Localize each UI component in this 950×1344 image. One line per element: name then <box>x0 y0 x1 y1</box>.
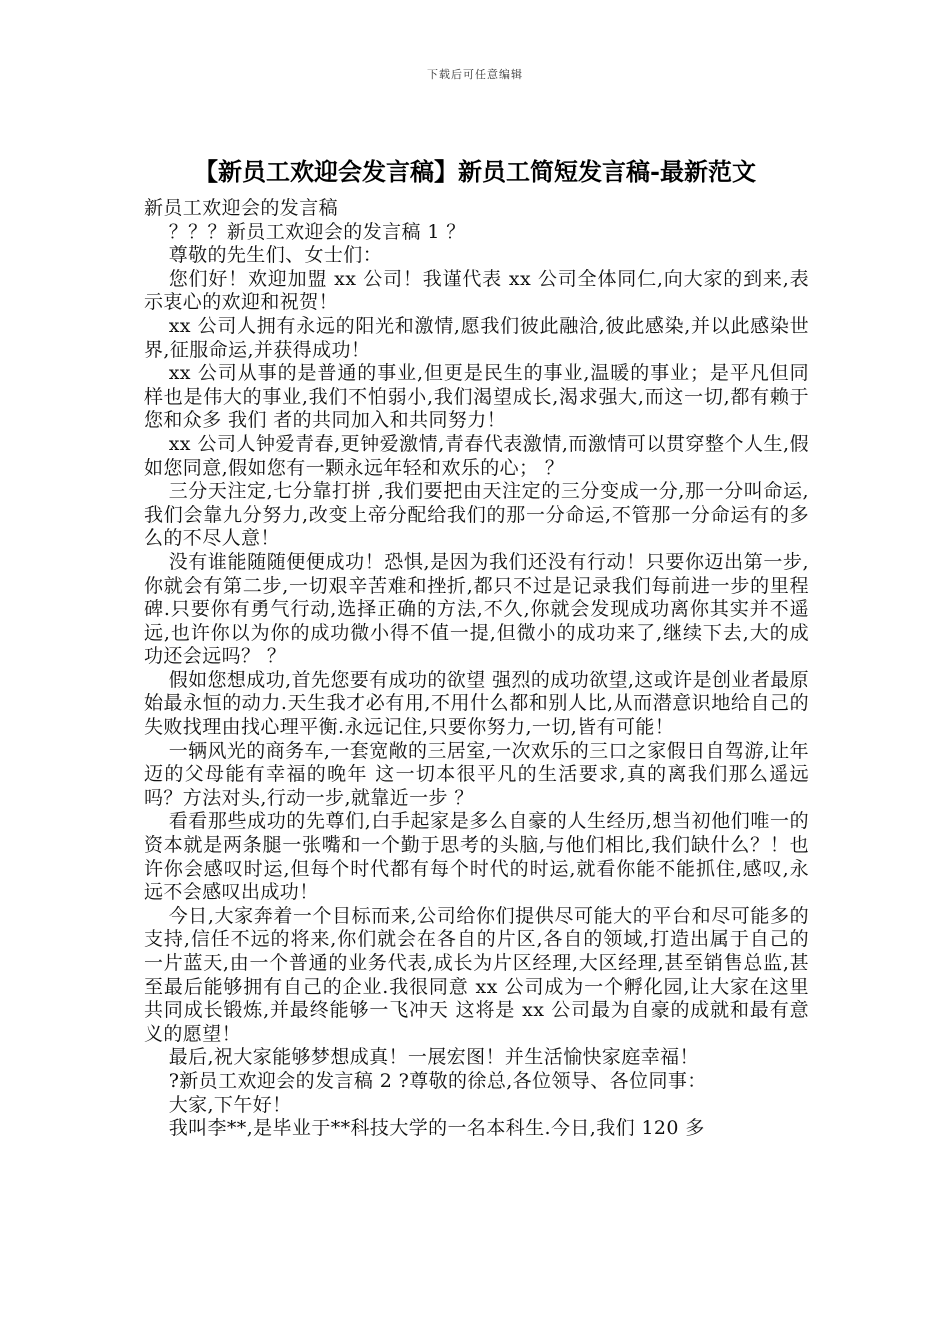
document-body <box>144 197 809 1141</box>
body-paragraph: 您们好！欢迎加盟 xx 公司！我谨代表 xx 公司全体同仁,向大家的到来,表示衷心的欢迎和祝贺！ <box>144 267 809 314</box>
body-paragraph: 新员工欢迎会的发言稿 <box>144 197 339 219</box>
document-title: 【新员工欢迎会发言稿】新员工简短发言稿-最新范文 <box>194 157 756 186</box>
header-note: 下载后可任意编辑 <box>427 68 523 81</box>
body-paragraph: 一辆风光的商务车,一套宽敞的三居室,一次欢乐的三口之家假日自驾游,让年迈的父母能有幸福的晚年 这一切本很平凡的生活要求,真的离我们那么遥远吗？方法对头,行动一步,就靠近一步 ？ <box>144 739 809 809</box>
body-paragraph: 假如您想成功,首先您要有成功的欲望 强烈的成功欲望,这或许是创业者最原始最永恒的动力.天生我才必有用,不用什么都和别人比,从而潜意识地给自己的失败找理由找心理平衡.永远记住,只要你努力,一切,皆有可能！ <box>144 668 809 739</box>
body-paragraph: xx 公司从事的是普通的事业,但更是民生的事业,温暖的事业；是平凡但同样也是伟大的事业,我们不怕弱小,我们渴望成长,渴求强大,而这一切,都有赖于您和众多 我们 者的共同加入和共同努力！ <box>144 362 809 432</box>
body-paragraph: 大家,下午好！ <box>168 1093 292 1116</box>
body-paragraph: 没有谁能随随便便成功！恐惧,是因为我们还没有行动！只要你迈出第一步,你就会有第二步,一切艰辛苦难和挫折,都只不过是记录我们每前进一步的里程碑.只要你有勇气行动,选择正确的方法,不久,你就会发现成功离你其实并不遥远,也许你以为你的成功微小得不值一提,但微小的成功来了,继续下去,大的成功还会远吗？ ？ <box>144 550 809 668</box>
body-paragraph: 最后,祝大家能够梦想成真！一展宏图！并生活愉快家庭幸福！ <box>168 1046 699 1069</box>
body-paragraph: 尊敬的先生们、女士们： <box>168 244 383 267</box>
body-paragraph: 看看那些成功的先尊们,白手起家是多么自豪的人生经历,想当初他们唯一的资本就是两条腿一张嘴和一个勤于思考的头脑,与他们相比,我们缺什么？！也许你会感叹时运,但每个时代都有每个时代的时运,就看你能不能抓住,感叹,永远不会感叹出成功！ <box>144 810 809 904</box>
body-paragraph: 今日,大家奔着一个目标而来,公司给你们提供尽可能大的平台和尽可能多的支持,信任不远的将来,你们就会在各自的片区,各自的领域,打造出属于自己的一片蓝天,由一个普通的业务代表,成长为片区经理,大区经理,甚至销售总监,甚至最后能够拥有自己的企业.我很同意 xx 公司成为一个孵化园,让大家在这里共同成长锻炼,并最终能够一飞冲天 这将是 xx 公司最为自豪的成就和最有意义的愿望！ <box>144 904 809 1045</box>
body-paragraph: 我叫李**,是毕业于**科技大学的一名本科生.今日,我们 120 多 <box>168 1117 705 1140</box>
body-paragraph: xx 公司人钟爱青春,更钟爱激情,青春代表激情,而激情可以贯穿整个人生,假如您同意,假如您有一颗永远年轻和欢乐的心； ？ <box>144 432 809 479</box>
body-paragraph: 三分天注定,七分靠打拼 ,我们要把由天注定的三分变成一分,那一分叫命运,我们会靠九分努力,改变上帝分配给我们的那一分命运,不管那一分命运有的多么的不尽人意！ <box>144 480 809 550</box>
body-paragraph: xx 公司人拥有永远的阳光和激情,愿我们彼此融洽,彼此感染,并以此感染世界,征服命运,并获得成功！ <box>144 314 809 361</box>
body-paragraph: ？？？新员工欢迎会的发言稿 1 ？ <box>168 220 466 243</box>
body-paragraph: ?新员工欢迎会的发言稿 2 ?尊敬的徐总,各位领导、各位同事： <box>168 1069 707 1092</box>
